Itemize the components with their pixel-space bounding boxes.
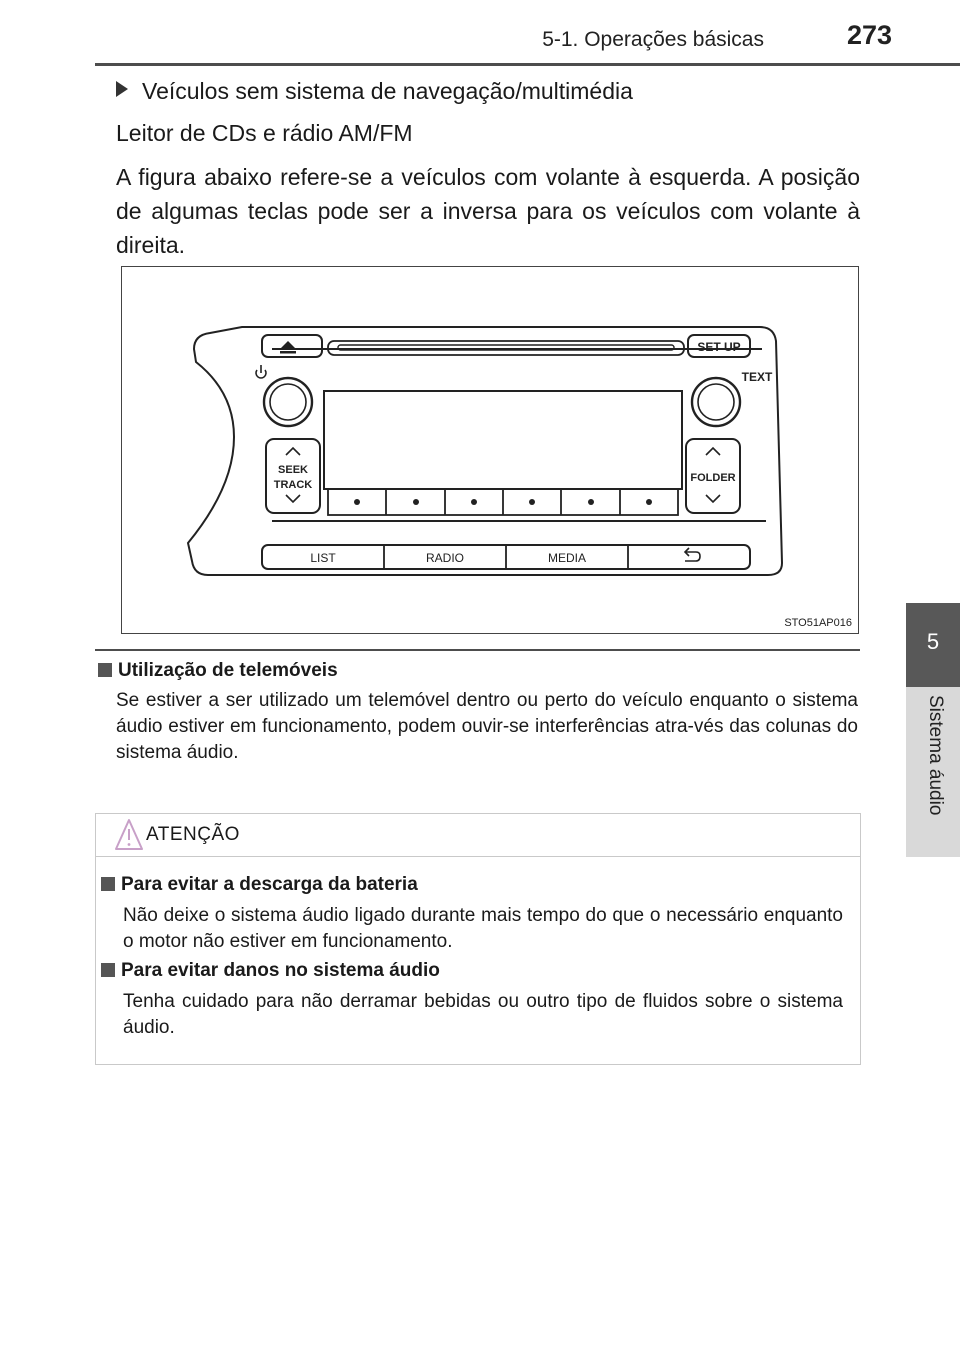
bullet-text: Veículos sem sistema de navegação/multimédia (142, 78, 633, 104)
warning-item-2-title: Para evitar danos no sistema áudio (101, 960, 440, 982)
setup-label: SET UP (697, 340, 741, 354)
warning-item-2-body: Tenha cuidado para não derramar bebidas ou outro tipo de fluidos sobre o sistema áudio. (123, 991, 843, 1038)
media-label: MEDIA (547, 551, 587, 565)
page-number: 273 (846, 20, 892, 50)
text-label: TEXT (741, 370, 773, 384)
tune-knob (692, 378, 740, 426)
triangle-bullet-icon (116, 81, 128, 97)
warning-header (96, 814, 860, 857)
subtitle: Leitor de CDs e rádio AM/FM (116, 120, 413, 146)
chapter-tab (906, 603, 960, 687)
preset-2-dot (413, 499, 419, 505)
chapter-label: Sistema áudio (925, 695, 946, 816)
folder-button (686, 439, 740, 513)
preset-6-dot (646, 499, 652, 505)
audio-unit-drawing (122, 267, 858, 633)
intro-paragraph: A figura abaixo refere-se a veículos com volante à esquerda. A posição de algumas teclas pode ser a inversa para os veículos com volante à direita. (116, 164, 860, 258)
preset-3-dot (471, 499, 477, 505)
warning-box (95, 813, 861, 1065)
audio-unit-figure (121, 266, 859, 634)
folder-label: FOLDER (690, 472, 736, 484)
chapter-label-tab (906, 687, 960, 857)
chapter-number: 5 (926, 629, 940, 654)
seek-track-button (266, 439, 320, 513)
setup-button (688, 335, 750, 357)
figure-code: STO51AP016 (784, 617, 852, 629)
square-bullet-icon (101, 877, 115, 891)
preset-1-dot (354, 499, 360, 505)
header-rule (95, 63, 960, 66)
note-body: Se estiver a ser utilizado um telemóvel dentro ou perto do veículo enquanto o sistema áudio estiver em funcionamento, podem ouvir-se interferências atra-vés das colunas do sistema áudio. (116, 690, 858, 763)
list-label: LIST (310, 551, 336, 565)
radio-label: RADIO (425, 551, 465, 565)
chevron-up-icon (706, 448, 720, 455)
page-header (0, 0, 960, 68)
preset-5-dot (588, 499, 594, 505)
square-bullet-icon (101, 963, 115, 977)
bottom-button-bar (262, 545, 750, 569)
warning-item-1-title: Para evitar a descarga da bateria (101, 874, 418, 896)
seek-label: SEEK (278, 464, 308, 476)
display-screen (324, 391, 682, 489)
eject-button (262, 335, 322, 357)
preset-4-dot (529, 499, 535, 505)
preset-buttons (328, 489, 678, 515)
warning-title: ATENÇÃO (146, 824, 240, 845)
chevron-up-icon (286, 448, 300, 455)
section-separator (95, 649, 860, 651)
warning-triangle-icon (114, 818, 144, 852)
section-title: 5-1. Operações básicas (542, 28, 764, 51)
chevron-down-icon (706, 495, 720, 502)
note-heading (98, 660, 338, 682)
track-label: TRACK (273, 479, 313, 491)
vehicle-bullet (116, 78, 633, 105)
chevron-down-icon (286, 495, 300, 502)
warning-item-1-body: Não deixe o sistema áudio ligado durante mais tempo do que o necessário enquanto o motor não estiver em funcionamento. (123, 905, 843, 952)
power-knob (256, 365, 312, 426)
note-title: Utilização de telemóveis (118, 660, 338, 681)
eject-icon (280, 341, 296, 349)
square-bullet-icon (98, 663, 112, 677)
